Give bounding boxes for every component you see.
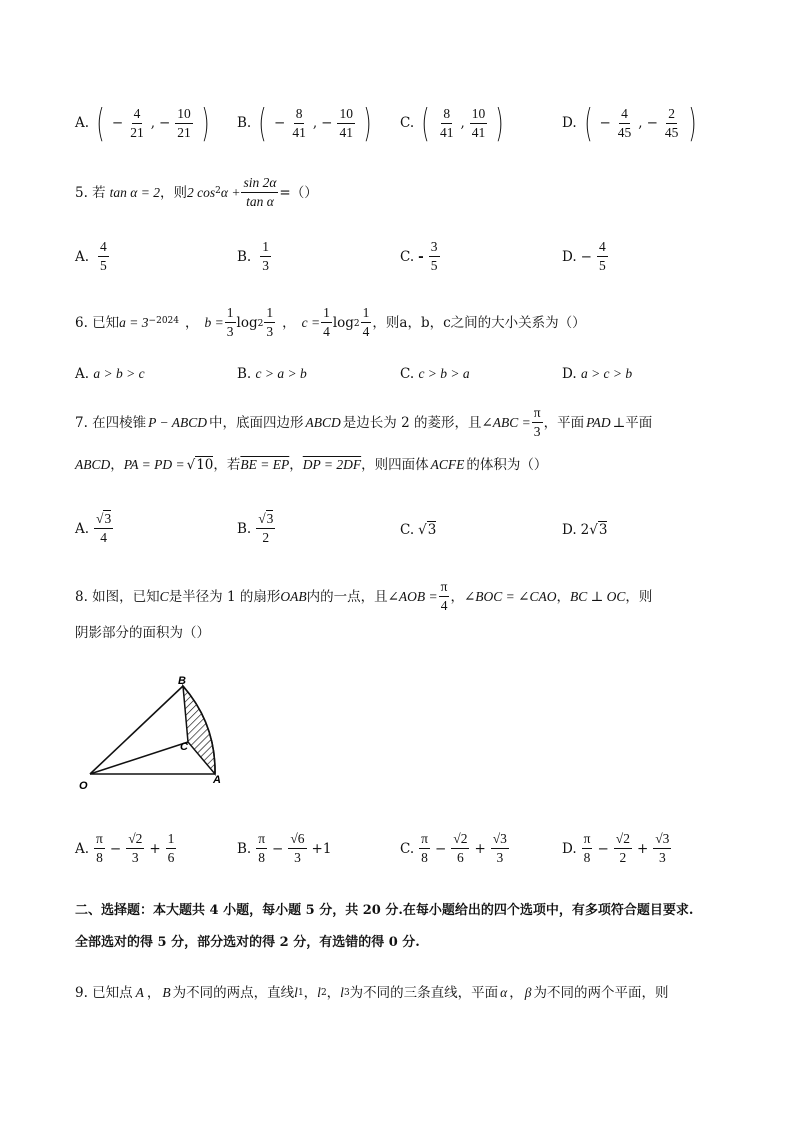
q8-option-a: A. $\frac{\pi}{8}$ − $\frac{√2}{3}$ + $\frac{1}{6}$ xyxy=(75,831,175,865)
vector-relation-1: BE = EP xyxy=(240,457,290,472)
log-base: 2 xyxy=(257,319,264,329)
comma: , xyxy=(638,115,643,131)
q9-stem: 9. 已知点 A ， B 为不同的两点，直线 l 1 ， l 2 ， l 3 为不同的三条直线，平面 α ， β 为不同的两个平面，则 xyxy=(75,985,669,1001)
q7-line1: 7. 在四棱锥 P − ABCD 中，底面四边形 ABCD 是边长为 2 的菱形，且 ∠ABC = $\frac{\pi}{3}$ ，平面 PAD ⊥平面 xyxy=(75,405,653,439)
fraction: $\frac{4}{21}$ xyxy=(130,105,144,140)
left-paren: ( xyxy=(421,101,430,145)
q7-option-a: A. $\frac{√3}{4}$ xyxy=(75,511,112,545)
q5-prefix: 5. 若 xyxy=(75,184,106,201)
q5-expr-left: 2 cos xyxy=(187,184,216,200)
right-paren: ) xyxy=(688,101,697,145)
option-label: B. xyxy=(237,115,252,131)
q6-option-c: C. c > b > a xyxy=(400,366,470,382)
q5-condition: tan α = 2 xyxy=(109,184,160,200)
log-base: 2 xyxy=(353,319,360,329)
label-c: C xyxy=(180,741,188,753)
right-paren: ) xyxy=(201,101,210,145)
q7-option-b: B. $\frac{√3}{2}$ xyxy=(237,511,274,545)
right-paren: ) xyxy=(495,101,504,145)
q6-option-a: A. a > b > c xyxy=(75,366,145,382)
q5-stem xyxy=(75,174,318,211)
q6-b-def: b = xyxy=(204,314,224,330)
fraction: $\frac{1}{4}$ xyxy=(362,305,370,339)
fraction: $\frac{1}{3}$ xyxy=(262,239,269,273)
option-label: D. xyxy=(562,248,577,265)
fraction: $\frac{√3}{4}$ xyxy=(96,511,112,545)
q6-tail: ，则a，b，c之间的大小关系为（） xyxy=(372,314,586,331)
q5-expr-alpha: α + xyxy=(220,184,241,200)
left-paren: ( xyxy=(96,101,105,145)
fraction: $\frac{10}{21}$ xyxy=(177,105,191,140)
q4-option-b xyxy=(237,101,375,145)
fraction: $\frac{4}{45}$ xyxy=(617,105,632,140)
q6-prefix: 6. 已知 xyxy=(75,314,120,331)
left-paren: ( xyxy=(583,101,593,145)
q5-option-b xyxy=(237,238,272,275)
segment-oc xyxy=(90,742,188,774)
q6-stem: 6. 已知 a = 3 −2024 ， b = $\frac{1}{3}$ log 2 $\frac{1}{3}$ ， c = $\frac{1}{4}$ log 2 $\frac{1}{4}$ ，则a，b，c之间的大小关系为（） xyxy=(75,305,586,339)
log-text: log xyxy=(332,314,354,331)
q6-options-row xyxy=(75,365,735,385)
log-text: log xyxy=(236,314,258,331)
sign: − xyxy=(321,115,333,131)
comma: , xyxy=(312,115,318,131)
option-label: B. xyxy=(237,248,252,265)
q7-option-c: C. √3 xyxy=(400,522,437,538)
fraction: $\frac{10}{41}$ xyxy=(339,105,353,140)
fraction: $\frac{8}{41}$ xyxy=(439,105,454,140)
q8-option-b: B. $\frac{\pi}{8}$ − $\frac{√6}{3}$ +1 xyxy=(237,831,332,865)
label-o: O xyxy=(79,780,88,792)
q7-option-d: D. 2√3 xyxy=(562,522,608,538)
fraction: $\frac{\pi}{3}$ xyxy=(533,405,541,439)
section2-heading-line2: 全部选对的得 5 分，部分选对的得 2 分，有选错的得 0 分. xyxy=(75,935,420,950)
q4-option-c xyxy=(400,101,507,145)
q8-option-d: D. $\frac{\pi}{8}$ − $\frac{√2}{2}$ + $\frac{√3}{3}$ xyxy=(562,831,670,865)
q8-options-row xyxy=(75,830,755,872)
q6-option-b: B. c > a > b xyxy=(237,366,307,382)
q5-tail: =（） xyxy=(279,184,318,201)
q6-a-exponent: −2024 xyxy=(148,316,179,326)
sign: − xyxy=(599,115,611,131)
q5-options-row xyxy=(75,238,735,280)
q7-line2: ABCD ， PA = PD = √10 ，若 BE = EP ， DP = 2DF ，则四面体 ACFE 的体积为（） xyxy=(75,457,548,473)
option-label: A. xyxy=(75,248,90,265)
option-label: A. xyxy=(75,115,90,131)
q8-line1: 8. 如图，已知 C 是半径为 1 的扇形 OAB 内的一点，且 ∠AOB = $\frac{\pi}{4}$ ， ∠BOC = ∠CAO ， BC ⊥ OC ，则 xyxy=(75,579,653,613)
section2-heading-line1: 二、选择题：本大题共 4 小题，每小题 5 分，共 20 分.在每小题给出的四个选项中，有多项符合题目要求. xyxy=(75,903,694,918)
q4-option-a xyxy=(75,101,213,145)
sign: − xyxy=(274,115,286,131)
sector-figure xyxy=(70,668,240,798)
fraction: $\frac{4}{5}$ xyxy=(598,239,606,273)
fraction: $\frac{√3}{2}$ xyxy=(258,511,274,545)
left-paren: ( xyxy=(258,101,267,145)
q5-mid: ，则 xyxy=(160,184,187,201)
fraction: $\frac{4}{5}$ xyxy=(100,239,107,273)
label-a: A xyxy=(213,774,221,786)
option-label: D. xyxy=(562,115,577,131)
label-b: B xyxy=(178,675,186,687)
q6-a-def: a = 3 xyxy=(119,314,149,330)
shaded-region xyxy=(183,686,215,774)
comma: , xyxy=(150,115,155,131)
fraction: $\frac{\pi}{4}$ xyxy=(440,579,448,613)
q6-c-def: c = xyxy=(301,314,321,330)
q4-option-d xyxy=(562,101,700,145)
sign: − xyxy=(111,115,124,131)
q7-options-row xyxy=(75,510,735,552)
fraction: $\frac{8}{41}$ xyxy=(292,105,306,140)
q4-options-row xyxy=(75,101,735,150)
fraction: $\frac{1}{3}$ xyxy=(226,305,234,339)
fraction: $\frac{1}{3}$ xyxy=(266,305,274,339)
fraction: $\frac{1}{4}$ xyxy=(323,305,330,339)
sign: − xyxy=(646,115,658,131)
fraction: $\frac{10}{41}$ xyxy=(471,105,486,140)
sign: − xyxy=(580,248,592,265)
fraction: $\frac{3}{5}$ xyxy=(430,239,438,273)
option-label: C. xyxy=(400,115,415,131)
q5-option-d xyxy=(562,238,609,275)
fraction: $\frac{2}{45}$ xyxy=(664,105,679,140)
q8-option-c: C. $\frac{\pi}{8}$ − $\frac{√2}{6}$ + $\frac{√3}{3}$ xyxy=(400,831,507,865)
sign: - xyxy=(418,248,424,265)
right-paren: ) xyxy=(363,101,372,145)
q8-line2: 阴影部分的面积为（） xyxy=(75,625,210,641)
vector-relation-2: DP = 2DF xyxy=(302,457,362,472)
q6-option-d: D. a > c > b xyxy=(562,366,633,382)
option-label: C. xyxy=(400,248,415,265)
segment-ob xyxy=(90,686,183,774)
comma: , xyxy=(460,115,465,131)
q5-option-c xyxy=(400,238,441,275)
q5-expr-exponent: 2 xyxy=(215,186,221,196)
q5-fraction: $\frac{\sin 2\alpha}{\text{tan α}}$ xyxy=(243,175,277,209)
q5-option-a xyxy=(75,238,110,275)
sign: − xyxy=(158,115,171,131)
